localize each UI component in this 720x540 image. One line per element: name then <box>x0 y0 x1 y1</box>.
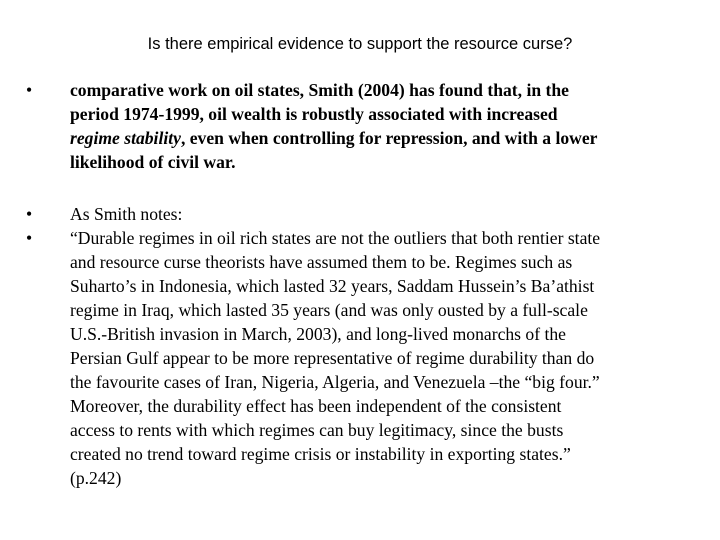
slide-title: Is there empirical evidence to support the resource curse? <box>147 35 573 53</box>
bullet-line: Moreover, the durability effect has been independent of the consistent <box>70 396 562 416</box>
bullet-line: “Durable regimes in oil rich states are not the outliers that both rentier state <box>70 228 601 248</box>
italic-phrase: regime stability <box>70 128 181 148</box>
bullet-line: and resource curse theorists have assumed them to be. Regimes such as <box>70 252 573 272</box>
bullet-line <box>70 126 690 150</box>
bullet-line: regime in Iraq, which lasted 35 years (and was only ousted by a full-scale <box>70 300 588 320</box>
bullet-line: As Smith notes: <box>70 204 183 224</box>
bullet-line: created no trend toward regime crisis or instability in exporting states.” <box>70 444 571 464</box>
bullet-icon: • <box>26 204 33 224</box>
bullet-icon: • <box>26 80 33 100</box>
bullet-line: likelihood of civil war. <box>70 152 236 172</box>
bullet-text <box>70 226 690 490</box>
bullet-line: (p.242) <box>70 468 122 488</box>
bullet-text <box>70 202 690 226</box>
bullet-line: Suharto’s in Indonesia, which lasted 32 years, Saddam Hussein’s Ba’athist <box>70 276 595 296</box>
bullet-line: period 1974-1999, oil wealth is robustly associated with increased <box>70 104 558 124</box>
bullet-line-rest: , even when controlling for repression, and with a lower <box>180 128 598 148</box>
bullet-line: Persian Gulf appear to be more representative of regime durability than do <box>70 348 595 368</box>
bullet-line: U.S.-British invasion in March, 2003), and long-lived monarchs of the <box>70 324 566 344</box>
bullet-line: comparative work on oil states, Smith (2004) has found that, in the <box>70 80 569 100</box>
bullet-icon: • <box>26 228 33 248</box>
bullet-text <box>70 78 690 174</box>
bullet-line: the favourite cases of Iran, Nigeria, Algeria, and Venezuela –the “big four.” <box>70 372 600 392</box>
bullet-line: access to rents with which regimes can buy legitimacy, since the busts <box>70 420 564 440</box>
